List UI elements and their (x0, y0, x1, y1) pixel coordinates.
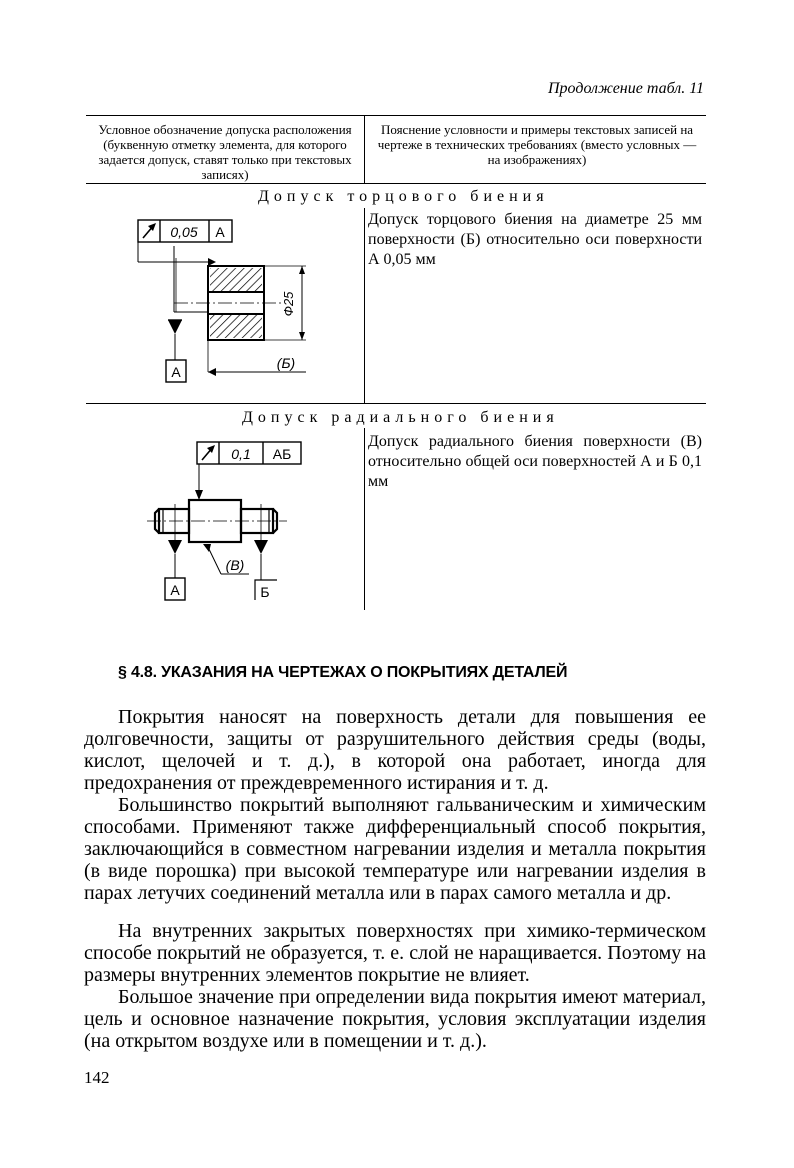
paragraph: На внутренних закрытых поверхностях при химико-термическом способе покрытий не образуется, т. е. слой не наращивается. Поэтому на размеры внутренних элементов покрытие не влияет. (84, 920, 706, 986)
section-heading: § 4.8. УКАЗАНИЯ НА ЧЕРТЕЖАХ О ПОКРЫТИЯХ ДЕТАЛЕЙ (118, 664, 568, 681)
table-header-rule (86, 183, 706, 184)
table-row-separator (86, 403, 706, 404)
surface-label: (Б) (276, 355, 296, 371)
table-header-col1: Условное обозначение допуска расположения (буквенную отметку элемента, для которого задается допуск, ставят только при текстовых записях) (98, 122, 352, 182)
page-number: 142 (84, 1068, 110, 1087)
datum-label-right: Б (260, 584, 270, 600)
datum-label: А (171, 364, 181, 380)
table-top-rule (86, 115, 706, 116)
frame-base: АБ (272, 446, 292, 462)
description-axial-runout: Допуск торцового биения на диаметре 25 мм поверхности (Б) относительно оси поверхности А 0,05 мм (368, 211, 702, 268)
datum-label-left: А (170, 582, 180, 598)
frame-base: А (215, 224, 225, 240)
table-header-col2: Пояснение условности и примеры текстовых записей на чертеже в технических требованиях (вместо условных — на изображениях) (377, 122, 697, 167)
section-title-radial-runout: Допуск радиального биения (242, 409, 559, 426)
radial-runout-drawing (145, 432, 345, 604)
runout-arrow-icon (202, 445, 215, 460)
runout-arrow-icon (143, 223, 156, 238)
frame-value: 0,1 (231, 446, 251, 462)
paragraph: Покрытия наносят на поверхность детали для повышения ее долговечности, защиты от разрушительного действия среды (воды, кислот, щелочей и т. д.), в которой она работает, иногда для предохранения от преждевременного истирания и т. д. (84, 706, 706, 794)
table-column-divider (364, 115, 365, 183)
section-title-axial-runout: Допуск торцового биения (258, 188, 549, 205)
axial-runout-drawing (130, 212, 330, 392)
diameter-dimension: Ф25 (281, 291, 296, 317)
table-column-divider (364, 208, 365, 403)
surface-label: (В) (225, 557, 245, 573)
paragraph: Большое значение при определении вида покрытия имеют материал, цель и основное назначение покрытия, условия эксплуатации изделия (на открытом воздухе или в помещении и т. д.). (84, 986, 706, 1052)
description-radial-runout: Допуск радиального биения поверхности (В) относительно общей оси поверхностей А и Б 0,1 мм (368, 433, 702, 490)
table-continuation-caption: Продолжение табл. 11 (548, 80, 705, 97)
paragraph: Большинство покрытий выполняют гальваническим и химическим способами. Применяют также дифференциальный способ покрытия, заключающийся в совместном нагревании изделия и металла покрытия (в виде порошка) при высокой температуре или нагревании изделия в парах летучих соединений металла или в парах самого металла и др. (84, 794, 706, 904)
frame-value: 0,05 (170, 224, 198, 240)
table-column-divider (364, 428, 365, 610)
